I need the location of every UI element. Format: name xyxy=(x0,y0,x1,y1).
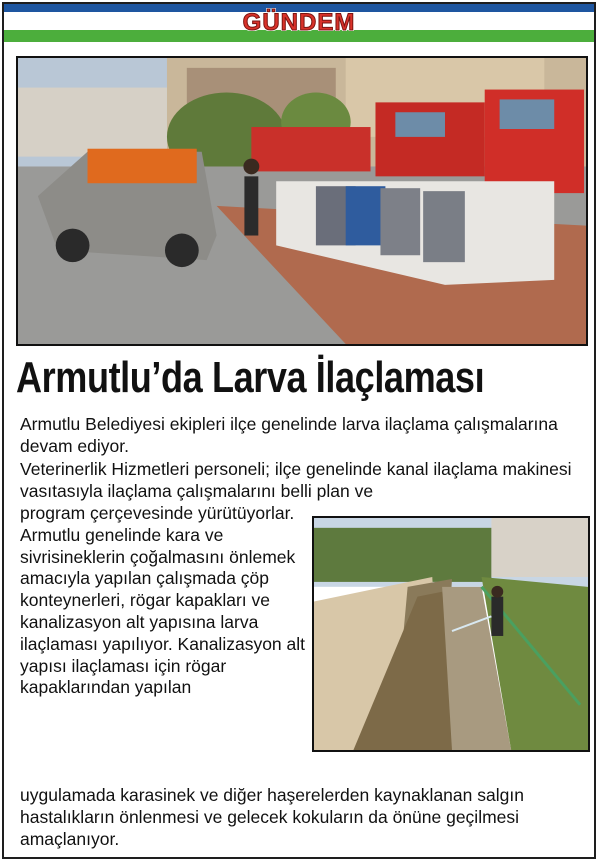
paragraph-2: Veterinerlik Hizmetleri personeli; ilçe genelinde kanal ilaçlama makinesi vasıtasıyla ilaçlama çalışmalarını belli plan ve xyxy=(20,459,572,501)
newspaper-page xyxy=(2,2,596,859)
section-title: GÜNDEM xyxy=(242,9,356,36)
side-photo-canal-spraying xyxy=(312,516,590,752)
paragraph-4: uygulamada karasinek ve diğer haşerelerden kaynaklanan salgın hastalıkların önlenmesi ve gelecek kokuların da önüne geçilmesi amaçlanıyor. xyxy=(20,785,524,849)
headline: Armutlu’da Larva İlaçlaması xyxy=(16,353,485,402)
main-photo-spraying-containers xyxy=(16,56,588,346)
paragraph-1: Armutlu Belediyesi ekipleri ilçe genelinde larva ilaçlama çalışmalarına devam ediyor. xyxy=(20,414,558,456)
paragraph-3: program çerçevesinde yürütüyorlar. Armutlu genelinde kara ve sivrisineklerin çoğalmasını önlemek amacıyla yapılan çalışmada çöp konteynerleri, rögar kapakları ve kanalizasyon alt yapısına larva ilaçlaması yapılıyor. Kanalizasyon alt yapısı ilaçlaması için rögar kapaklarından yapılan xyxy=(20,503,305,698)
